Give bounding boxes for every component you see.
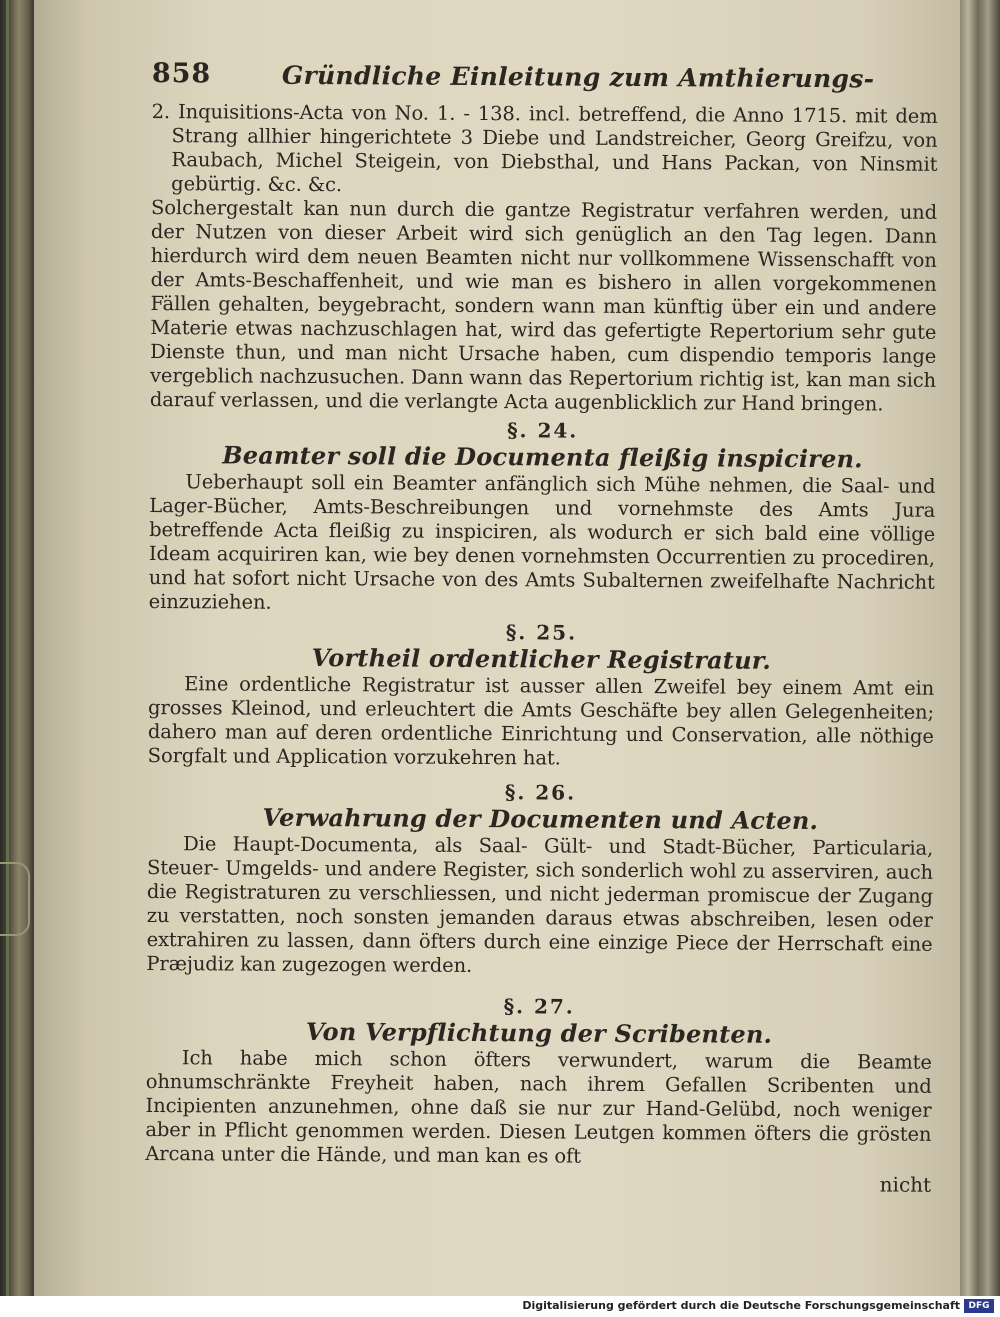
running-title: Gründliche Einleitung zum Amthierungs- [281,60,875,94]
section-mark-25: §. 25. [505,620,578,645]
section-mark-26: §. 26. [504,780,577,805]
section-heading-26: Verwahrung der Documenten und Acten. [262,802,819,836]
section-text-26: Die Haupt-Documenta, als Saal- Gült- und Stadt-Bücher, Particularia, Steuer- Umgelds- und andere Register, sich sonderlich wohl zu asserviren, auch die Registraturen zu verschliessen, und nicht jederman promiscue der Zugang zu verstatten, noch sonsten jemanden daraus etwas abschreiben, lesen oder extrahiren zu lassen, dann öfters durch eine einzige Piece der Herrschaft eine Præjudiz kan zugezogen werden. [146,832,934,977]
section-mark-24: §. 24. [507,418,579,443]
spine-strip [6,0,9,1296]
page-header [152,56,938,105]
digitization-footer [0,1296,1000,1317]
book-spine-edge [0,0,34,1296]
paragraph-continuation: Solchergestalt kan nun durch die gantze Registratur verfahren werden, und der Nutzen von dieser Arbeit wird sich genüglich an den Tag legen. Dann hierdurch wird dem neuen Beamten nicht nur vollkommene Wissenschafft von der Amts-Beschaffenheit, und wie man es bishero in allen vorgekommenen Fällen gehalten, beygebracht, sondern wann man künftig über ein und andere Materie etwas nachzuschlagen hat, wird das gefertigte Repertorium sehr gute Dienste thun, und man nicht Ursache haben, cum dispendio temporis lange vergeblich nachzusuchen. Dann wann das Repertorium richtig ist, kan man sich darauf verlassen, und die verlangte Acta augenblicklich zur Hand bringen. [149,195,938,416]
section-mark-27: §. 27. [503,994,575,1019]
section-text-25: Eine ordentliche Registratur ist ausser allen Zweifel bey einem Amt ein grosses Kleinod, und erleuchtert die Amts Geschäfte bey allen Gelegenheiten; dahero man auf deren ordentliche Einrichtung und Conservation, alle nöthige Sorgfalt und Application vorzukehren hat. [147,672,935,770]
section-heading-27: Von Verpflichtung der Scribenten. [305,1016,773,1049]
catchword-row [145,1168,931,1201]
catchword: nicht [879,1172,932,1197]
list-item-2: 2. Inquisitions-Acta von No. 1. - 138. incl. betreffend, die Anno 1715. mit dem Strang allhier hingerichtete 3 Diebe und Landstreicher, Georg Greifzu, von Raubach, Michel Steigein, von Diebsthal, und Hans Packan, von Ninsmit gebürtig. &c. &c. [151,99,938,197]
section-heading-25: Vortheil ordentlicher Registratur. [311,642,772,675]
page-number: 858 [151,57,212,90]
footer-credit: Digitalisierung gefördert durch die Deutsche Forschungsgemeinschaft [522,1299,960,1312]
section-heading-24: Beamter soll die Documenta fleißig inspiciren. [222,440,863,474]
page-stack-edge [960,0,1000,1296]
page-clip [0,862,30,936]
page-content [145,56,938,1201]
section-text-27: Ich habe mich schon öfters verwundert, warum die Beamte ohnumschränkte Freyheit haben, nach ihrem Gefallen Scribenten und Incipienten anzunehmen, ohne daß sie nur zur Hand-Gelübd, noch weniger aber in Pflicht genommen werden. Diesen Leutgen kommen öfters die grösten Arcana unter die Hände, und man kan es oft [145,1046,932,1168]
dfg-logo-icon: DFG [964,1299,994,1313]
book-page [34,0,960,1296]
section-text-24: Ueberhaupt soll ein Beamter anfänglich sich Mühe nehmen, die Saal- und Lager-Bücher, Amts-Beschreibungen und vornehmste des Amts Jura betreffende Acta fleißig zu inspiciren, als wodurch er sich bald eine völlige Ideam acquiriren kan, wie bey denen vornehmsten Occurrentien zu procediren, und hat sofort nicht Ursache von des Amts Subalternen zweifelhafte Nachricht einzuziehen. [148,470,936,614]
